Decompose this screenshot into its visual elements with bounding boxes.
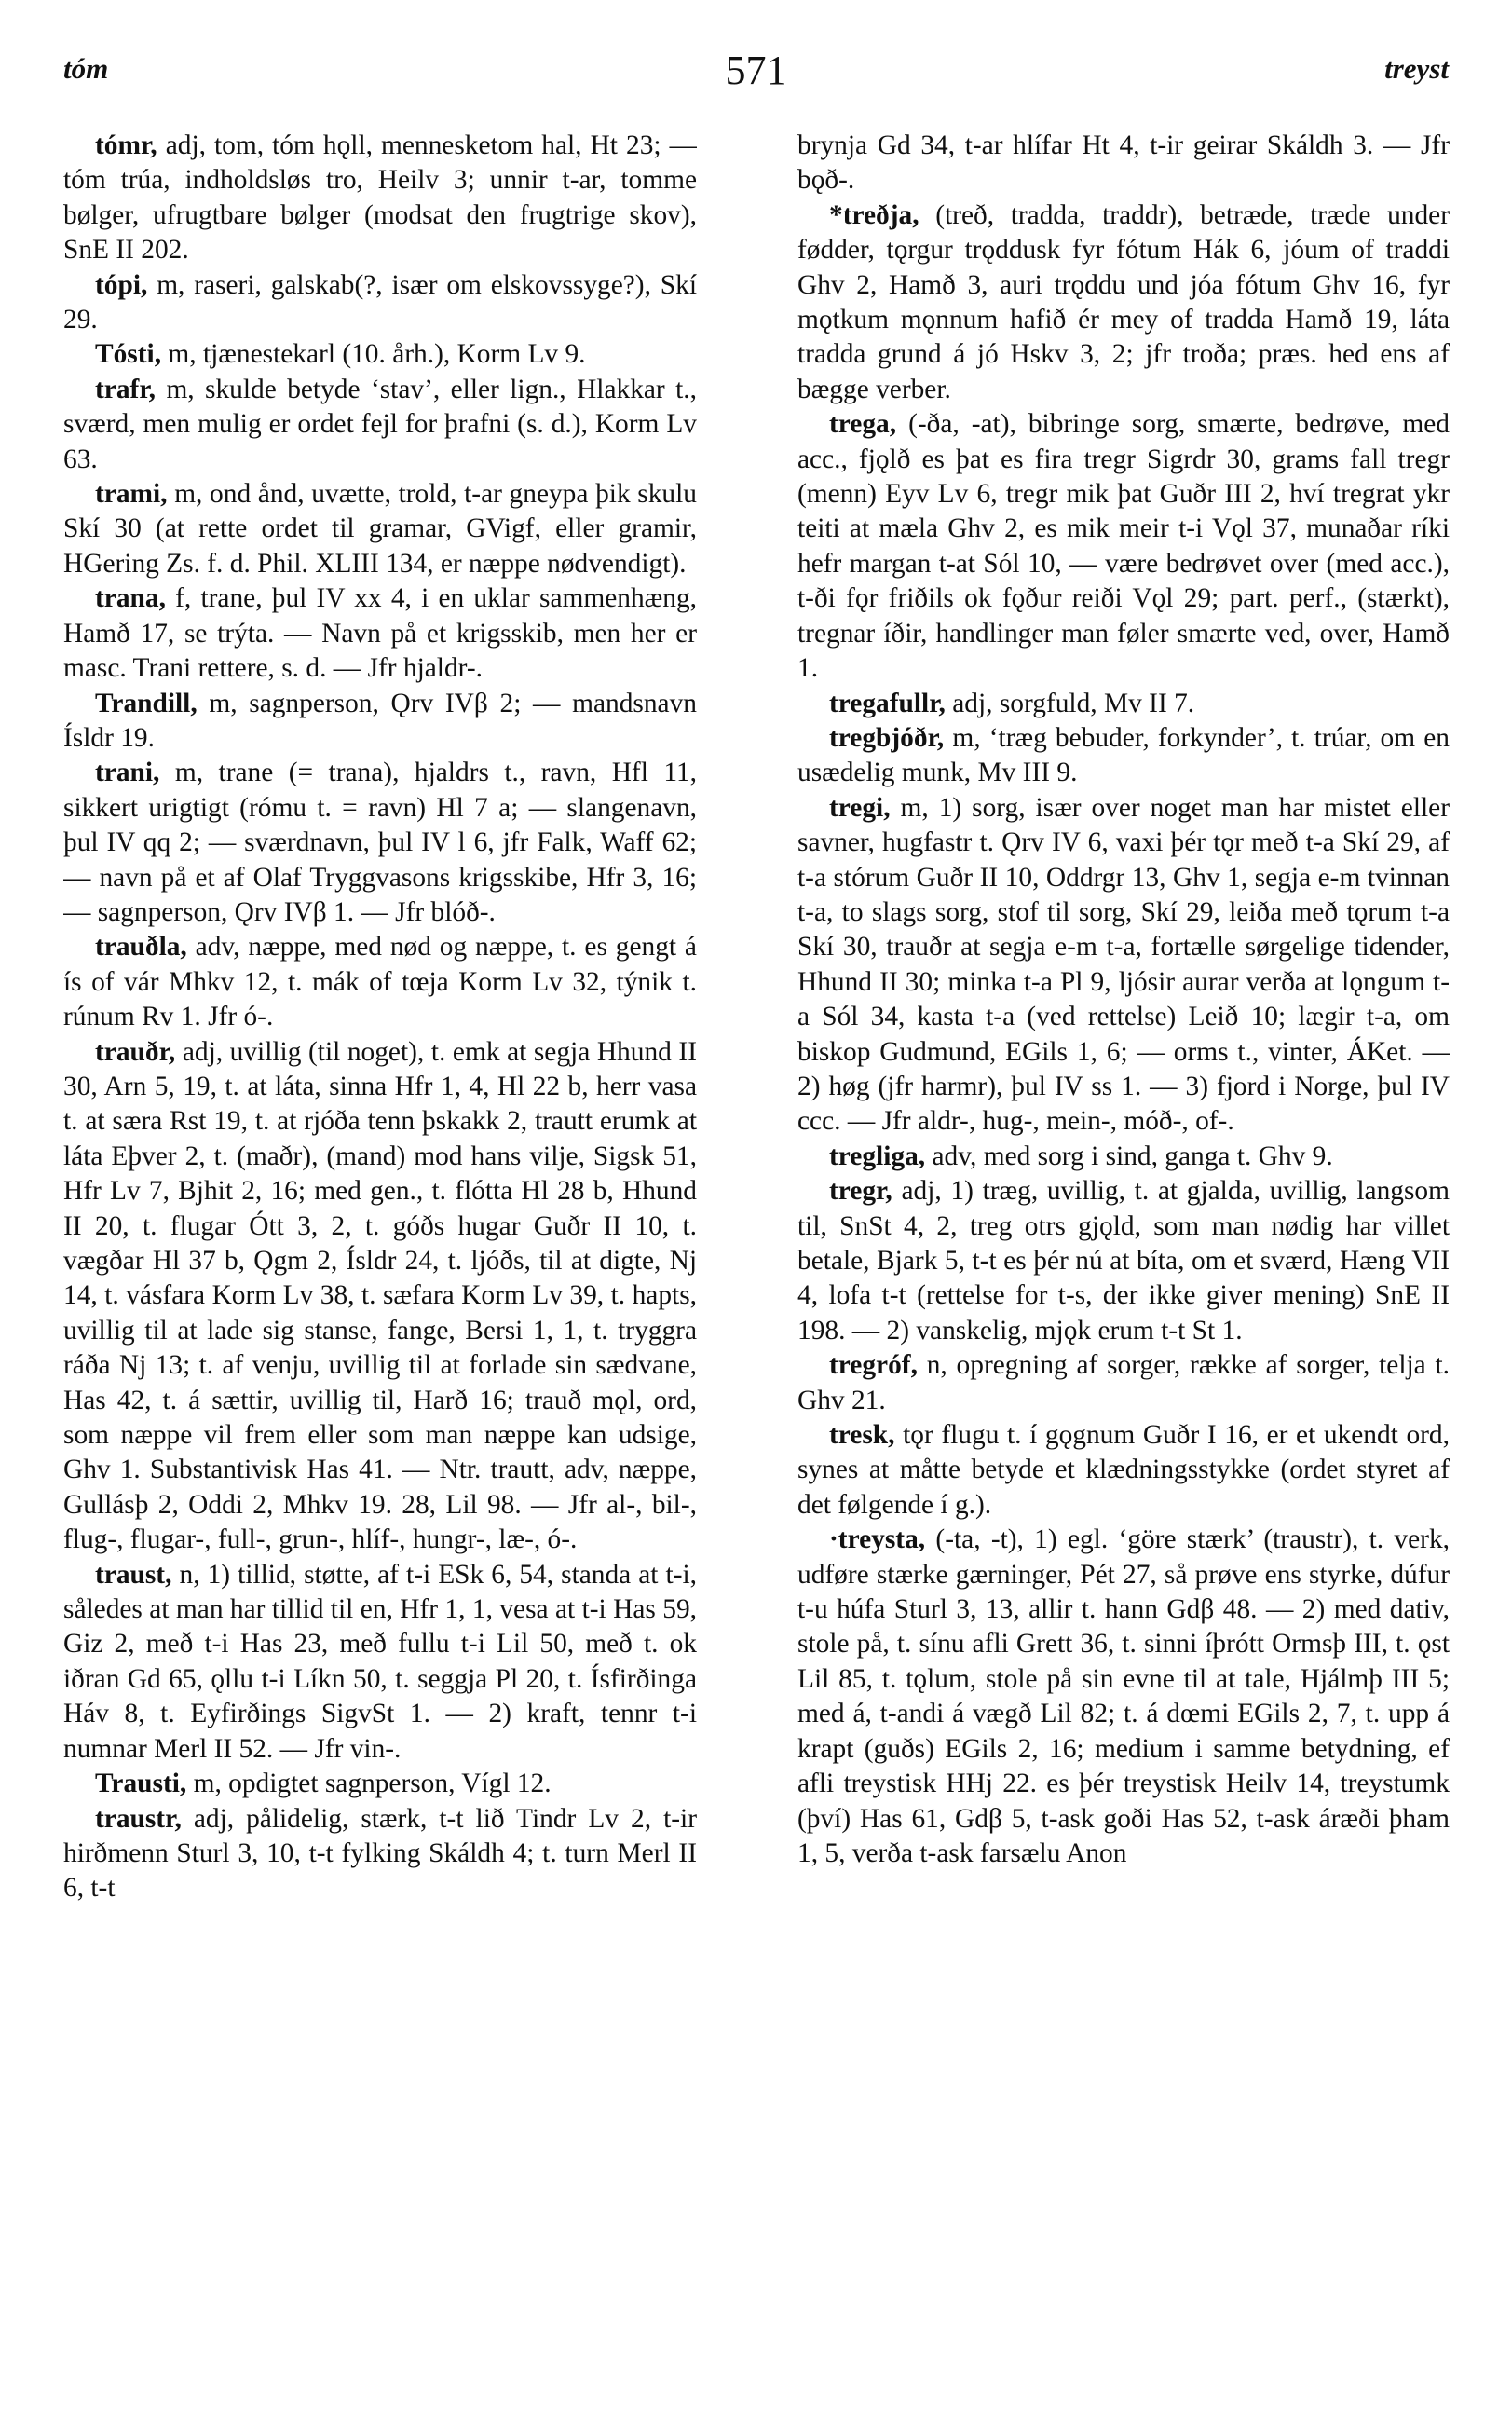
entry-definition: adj, pålidelig, stærk, t-t lið Tindr Lv 2, t-ir hirðmenn Sturl 3, 10, t-t fylking Skáldh 4; t. turn Merl II 6, t-t [63,1803,697,1904]
dictionary-entry [63,1558,697,1767]
entry-headword: trani, [95,758,160,788]
dictionary-entry [797,1174,1450,1348]
entry-headword: trauðr, [95,1036,176,1067]
entry-definition: m, 1) sorg, især over noget man har mistet eller savner, hugfastr t. Ǫrv IV 6, vaxi þér tǫr með t-a Skí 29, af t-a stórum Guðr II 10, Oddrgr 13, Ghv 1, segja e-m tvinnan t-a, to slags sorg, stof til sorg, Skí 29, leiða með tǫrum t-a Skí 30, trauðr at segja e-m t-a, fortælle sørgelige tidender, Hhund II 30; minka t-a Pl 9, ljósir aurar verða at lǫngum t-a Sól 34, kasta t-a (ved rettelse) Leið 10; lægir t-a, om biskop Gudmund, EGils 1, 6; — orms t., vinter, ÁKet. — 2) høg (jfr harmr), þul IV ss 1. — 3) fjord i Norge, þul IV ccc. — Jfr aldr-, hug-, mein-, móð-, of-. [797,792,1450,1137]
entry-headword: Trausti, [95,1769,187,1799]
entry-definition: n, opregning af sorger, række af sorger, telja t. Ghv 21. [797,1350,1450,1415]
entry-definition: m, sagnperson, Ǫrv IVβ 2; — mandsnavn Ísldr 19. [63,688,697,753]
entry-headword: trami, [95,479,168,510]
entry-definition: m, ‘træg bebuder, forkynder’, t. trúar, om en usædelig munk, Mv III 9. [797,722,1450,788]
entry-definition: tǫr flugu t. í gǫgnum Guðr I 16, er et ukendt ord, synes at måtte betyde et klædningsstykke (ordet styret af det følgende í g.). [797,1420,1450,1520]
dictionary-entry [797,687,1450,721]
dictionary-entry [797,129,1450,198]
entry-headword: tregr, [829,1176,892,1207]
entry-headword: trega, [829,409,897,440]
entry-headword: tregi, [829,792,891,823]
right-running-headword: treyst [1384,52,1449,85]
entry-definition: m, opdigtet sagnperson, Vígl 12. [193,1769,552,1799]
entry-headword: tresk, [829,1420,895,1451]
entry-definition: adv, næppe, med nød og næppe, t. es gengt á ís of vár Mhkv 12, t. mák of tœja Korm Lv 32, týnik t. rúnum Rv 1. Jfr ó-. [63,932,697,1032]
entry-headword: traust, [95,1559,172,1590]
entry-definition: m, trane (= trana), hjaldrs t., ravn, Hfl 11, sikkert urigtigt (rómu t. = ravn) Hl 7 a; — slangenavn, þul IV qq 2; — sværdnavn, þul IV l 6, jfr Falk, Waff 62; — navn på et af Olaf Tryggvasons krigsskibe, Hfr 3, 16; — sagnperson, Ǫrv IVβ 1. — Jfr blóð-. [63,758,697,927]
dictionary-entry [63,129,697,268]
entry-headword: tregbjóðr, [829,722,945,753]
entry-definition: adj, 1) træg, uvillig, t. at gjalda, uvillig, langsom til, SnSt 4, 2, treg otrs gjǫld, som man nødig har villet betale, Bjark 5, t-t es þér nú at bíta, om et sværd, Hæng VII 4, lofa t-t (rettelse for t-s, der ikke giver mening) SnE II 198. — 2) vanskelig, mjǫk erum t-t St 1. [797,1176,1450,1346]
dictionary-entry [63,1035,697,1558]
dictionary-entry [63,337,697,372]
dictionary-entry [797,1348,1450,1418]
dictionary-entry [63,1802,697,1906]
entry-headword: tregafullr, [829,688,946,718]
dictionary-entry [63,687,697,757]
right-column [797,129,1450,2384]
entry-definition: (-ta, -t), 1) egl. ‘göre stærk’ (traustr), t. verk, udføre stærke gærninger, Pét 27, så prøve ens styrke, dúfur t-u húfa Sturl 3, 13, allir t. hann Gdβ 48. — 2) med dativ, stole på, t. sínu afli Grett 36, t. sinni íþrótt Ormsþ III, t. ǫst Lil 85, t. tǫlum, stole på sin evne til at tale, Hjálmþ III 5; med á, t-andi á vægð Lil 82; t. á dœmi EGils 2, 7, t. upp á krapt (guðs) EGils 2, 16; medium i samme betydning, ef afli treystisk HHj 22. es þér treystisk Heilv 14, treystumk (því) Has 61, Gdβ 5, t-ask goði Has 52, t-ask áræði þham 1, 5, verða t-ask farsælu Anon [797,1524,1450,1868]
dictionary-entry [797,407,1450,686]
dictionary-entry [63,581,697,686]
entry-definition: f, trane, þul IV xx 4, i en uklar sammenhæng, Hamð 17, se trýta. — Navn på et krigsskib, men her er masc. Trani rettere, s. d. — Jfr hjaldr-. [63,583,697,684]
entry-headword: traustr, [95,1803,182,1834]
entry-definition: adj, tom, tóm hǫll, mennesketom hal, Ht 23; — tóm trúa, indholdsløs tro, Heilv 3; unnir t-ar, tomme bølger, ufrugtbare bølger (modsat den frugtrige skov), SnE II 202. [63,130,697,266]
entry-headword: Tósti, [95,339,162,370]
page-number: 571 [725,48,787,93]
entry-headword: tópi, [95,269,148,300]
page-header [63,48,1449,108]
entry-headword: trafr, [95,374,157,404]
entry-headword: tregliga, [829,1141,926,1171]
entry-definition: (-ða, -at), bibringe sorg, smærte, bedrøve, med acc., fjǫlð es þat es fira tregr Sigrdr 30, grams fall tregr (menn) Eyv Lv 6, tregr mik þat Guðr III 2, hví tregrat ykr teiti at mæla Ghv 2, es mik meir t-i Vǫl 37, munaðar ríki hefr margan t-at Sól 10, — være bedrøvet over (med acc.), t-ði fǫr friðils ok fǫður reiði Vǫl 29; part. perf., (stærkt), tregnar íðir, handlinger man føler smærte ved, over, Hamð 1. [797,409,1450,684]
entry-definition: m, skulde betyde ‘stav’, eller lign., Hlakkar t., sværd, men mulig er ordet fejl for þrafni (s. d.), Korm Lv 63. [63,374,697,474]
entry-definition: m, raseri, galskab(?, især om elskovssyge?), Skí 29. [63,269,697,335]
dictionary-entry [797,721,1450,791]
dictionary-entry [63,477,697,581]
dictionary-entry [63,1767,697,1801]
entry-definition: n, 1) tillid, støtte, af t-i ESk 6, 54, standa at t-i, således at man har tillid til en, Hfr 1, 1, vesa at t-i Has 59, Giz 2, með t-i Has 23, með fullu t-i Lil 50, með t. ok iðran Gd 65, ǫllu t-i Líkn 50, t. seggja Pl 20, t. Ísfirðinga Háv 8, t. Eyfirðings SigvSt 1. — 2) kraft, tennr t-i numnar Merl II 52. — Jfr vin-. [63,1559,697,1764]
entry-headword: trana, [95,583,166,614]
entry-definition: adj, sorgfuld, Mv II 7. [952,688,1195,718]
dictionary-entry [63,268,697,338]
entry-definition: m, ond ånd, uvætte, trold, t-ar gneypa þik skulu Skí 30 (at rette ordet til gramar, GVigf, eller gramir, HGering Zs. f. d. Phil. XLIII 134, er næppe nødvendigt). [63,479,697,579]
dictionary-entry [797,1418,1450,1523]
entry-definition: (treð, tradda, traddr), betræde, træde under fødder, tǫrgur trǫddusk fyr fótum Hák 6, jóum of traddi Ghv 2, Hamð 3, auri trǫddu und jóa fótum Ghv 16, fyr mǫtkum mǫnnum hafið ér mey of tradda Hamð 19, láta tradda grund á jó Hskv 3, 2; jfr troða; præs. hed ens af bægge verber. [797,199,1450,404]
entry-definition: m, tjænestekarl (10. årh.), Korm Lv 9. [168,339,586,370]
entry-headword: tregróf, [829,1350,918,1381]
entry-definition: adv, med sorg i sind, ganga t. Ghv 9. [932,1141,1333,1171]
dictionary-entry [63,756,697,930]
dictionary-entry [797,1523,1450,1871]
dictionary-entry [797,791,1450,1140]
entry-definition: adj, uvillig (til noget), t. emk at segja Hhund II 30, Arn 5, 19, t. at láta, sinna Hfr 1, 4, Hl 22 b, herr vasa t. at særa Rst 19, t. at rjóða tenn þskakk 2, trautt erumk at láta Eþver 2, t. (maðr), (mand) mod hans vilje, Sigsk 51, Hfr Lv 7, Bjhit 2, 16; med gen., t. flótta Hl 28 b, Hhund II 20, t. flugar Ótt 3, 2, t. góðs hugar Guðr II 10, t. vægðar Hl 37 b, Ǫgm 2, Ísldr 24, t. ljóðs, til at digte, Nj 14, t. vásfara Korm Lv 38, t. sæfara Korm Lv 39, t. hapts, uvillig til at lade sig stanse, fange, Bersi 1, 1, t. tryggra ráða Nj 13; t. af venju, uvillig til at forlade sin sædvane, Has 42, t. á sættir, uvillig til, Harð 16; trauð mǫl, ord, som næppe vil frem eller som man næppe kan udsige, Ghv 1. Substantivisk Has 41. — Ntr. trautt, adv, næppe, Gullásþ 2, Oddi 2, Mhkv 19. 28, Lil 98. — Jfr al-, bil-, flug-, flugar-, full-, grun-, hlíf-, hungr-, læ-, ó-. [63,1036,697,1555]
entry-headword: *treðja, [829,199,919,230]
left-column [63,129,697,2384]
dictionary-entry [63,373,697,477]
entry-headword: trauðla, [95,932,187,963]
dictionary-entry [797,198,1450,407]
entry-headword: tómr, [95,130,157,160]
dictionary-entry [63,930,697,1034]
entry-headword: ·treysta, [829,1524,926,1555]
entry-definition: brynja Gd 34, t-ar hlífar Ht 4, t-ir geirar Skáldh 3. — Jfr bǫð-. [797,130,1450,196]
left-running-headword: tóm [63,52,109,85]
entry-headword: Trandill, [95,688,198,718]
dictionary-entry [797,1140,1450,1174]
